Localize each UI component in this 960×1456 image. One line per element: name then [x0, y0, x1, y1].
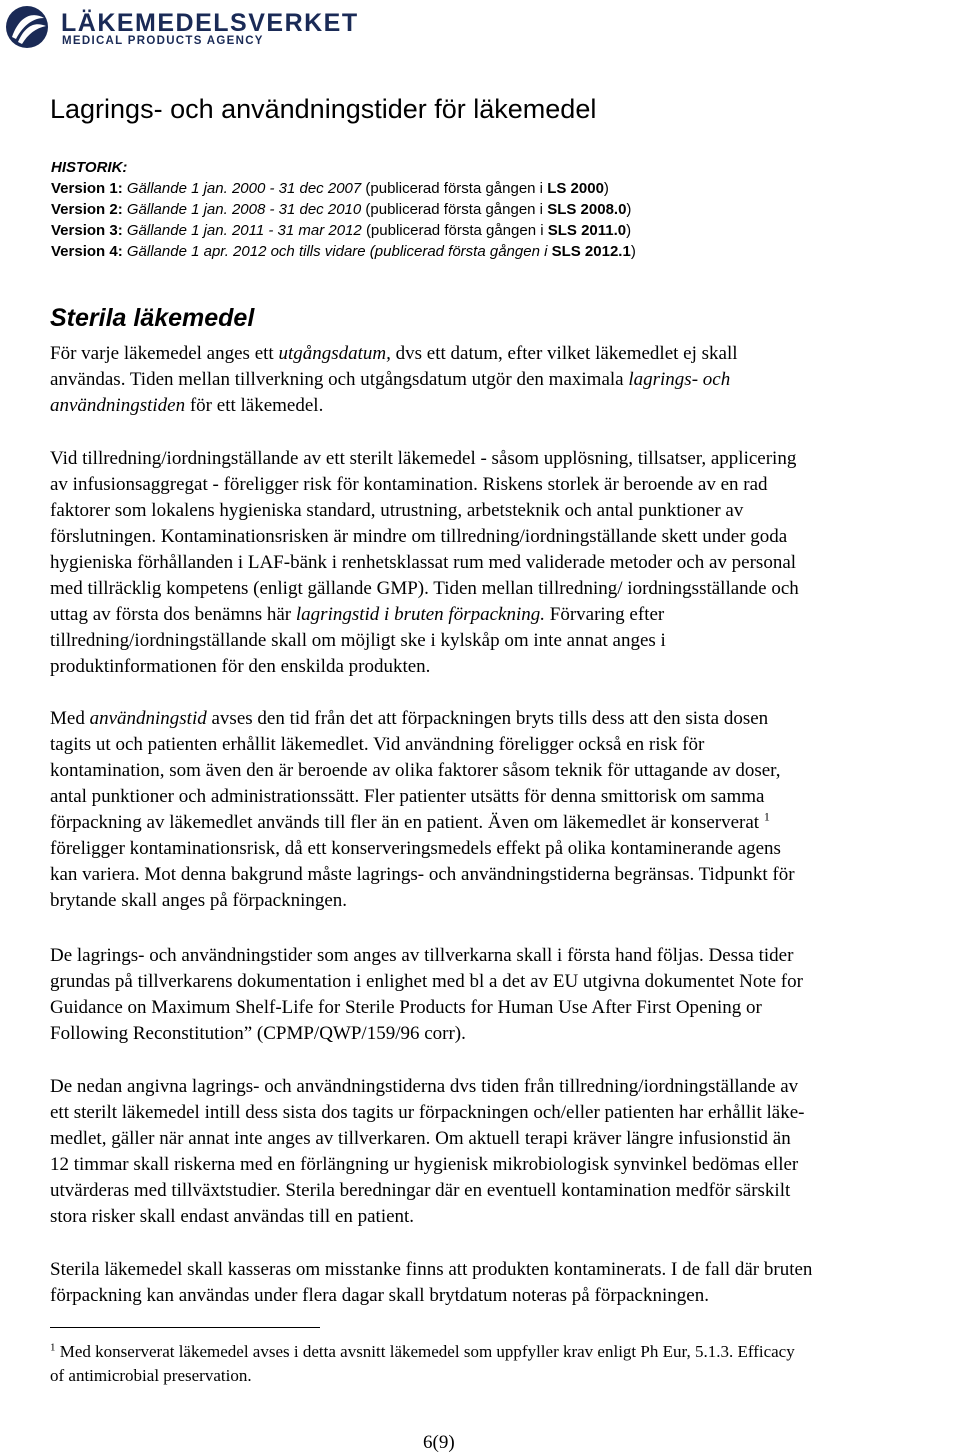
section-title: Sterila läkemedel [50, 304, 255, 332]
paragraph-6: Sterila läkemedel skall kasseras om misstanke finns att produkten kontaminerats. I de fall där bruten förpackning kan användas under flera dagar skall brytdatum noteras på förpackningen. [50, 1259, 813, 1306]
logo-emblem-icon [4, 4, 54, 50]
agency-logo [4, 4, 359, 50]
footnote: $^1$ Med konserverat läkemedel avses i detta avsnitt läkemedel som uppfyller krav enligt Ph Eur, 5.1.3. Efficacy of antimicrobial preservation. [50, 1341, 795, 1385]
paragraph-1: För varje läkemedel anges ett utgångsdatum, dvs ett datum, efter vilket läkemedlet ej skall användas. Tiden mellan tillverkning och utgångsdatum utgör den maximala lagrings- och användningstiden för ett läkemedel. [50, 343, 738, 416]
footnote-ref: 1 [763, 809, 770, 824]
history-version-3: Version 3: Gällande 1 jan. 2011 - 31 mar 2012 (publicerad första gången i SLS 2011.0) [51, 222, 632, 239]
history-version-4: Version 4: Gällande 1 apr. 2012 och tills vidare (publicerad första gången i SLS 2012.1) [51, 243, 636, 260]
page-title: Lagrings- och användningstider för läkemedel [50, 94, 597, 124]
history-version-2: Version 2: Gällande 1 jan. 2008 - 31 dec 2010 (publicerad första gången i SLS 2008.0) [51, 201, 632, 218]
paragraph-5: De nedan angivna lagrings- och användningstiderna dvs tiden från tillredning/iordningställande av ett sterilt läkemedel intill dess sista dos tagits ur förpackningen och/eller patienten har erhållit läke- medlet, gäller när annat inte anges av tillverkaren. Om aktuell terapi kräver längre infusionstid än 12 timmar skall riskerna med en förlängning ur hygienisk mikrobiologisk synvinkel bedömas eller utvärderas med tillväxtstudier. Sterila beredningar där en eventuell kontamination medför särskilt stora risker skall endast användas till en patient. [50, 1076, 805, 1227]
history-label: HISTORIK: [51, 159, 128, 176]
footnote-divider [50, 1327, 320, 1328]
page-number: 6(9) [423, 1432, 455, 1453]
logo-subtitle: MEDICAL PRODUCTS AGENCY [62, 35, 264, 47]
paragraph-3: Med användningstid avses den tid från det att förpackningen bryts tills dess att den sista dosen tagits ut och patienten erhållit läkemedlet. Vid användning föreligger också en risk för kontamination, som även den är beroende av olika faktorer såsom teknik för uttagande av doser, antal punktioner och administrationssätt. Fler patienter utsätts för denna smittorisk om samma förpackning av läkemedlet används till fler än en patient. Även om läkemedlet är konserverat $^1$ föreligger kontaminationsrisk, då ett konserveringsmedels effekt på olika kontaminerande agens kan variera. Mot denna bakgrund måste lagrings- och användningstiderna begränsas. Tidpunkt för brytande skall anges på förpackningen. [50, 708, 795, 911]
paragraph-4: De lagrings- och användningstider som anges av tillverkarna skall i första hand följas. Dessa tider grundas på tillverkarens dokumentation i enlighet med bl a det av EU utgivna dokumentet Note for Guidance on Maximum Shelf-Life for Sterile Products for Human Use After First Opening or Following Reconstitution” (CPMP/QWP/159/96 corr). [50, 945, 803, 1044]
paragraph-2: Vid tillredning/iordningställande av ett sterilt läkemedel - såsom upplösning, tillsatser, applicering av infusionsaggregat - föreligger risk för kontamination. Riskens storlek är beroende av en rad faktorer som lokalens hygieniska standard, utrustning, arbetsteknik och antal punktioner av förslutningen. Kontaminationsrisken är mindre om tillredning/iordningställande skett under goda hygieniska förhållanden i LAF-bänk i renhetsklassat rum med validerade metoder och av personal med tillräcklig kompetens (enligt gällande GMP). Tiden mellan tillredning/ iordningsställande och uttag av första dos benämns här lagringstid i bruten förpackning. Förvaring efter tillredning/iordningställande skall om möjligt ske i kylskåp om inte annat anges i produktinformationen för den enskilda produkten. [50, 448, 799, 677]
history-version-1: Version 1: Gällande 1 jan. 2000 - 31 dec 2007 (publicerad första gången i LS 2000) [51, 180, 609, 197]
history-block [51, 157, 636, 262]
logo-name: LÄKEMEDELSVERKET [61, 9, 359, 37]
